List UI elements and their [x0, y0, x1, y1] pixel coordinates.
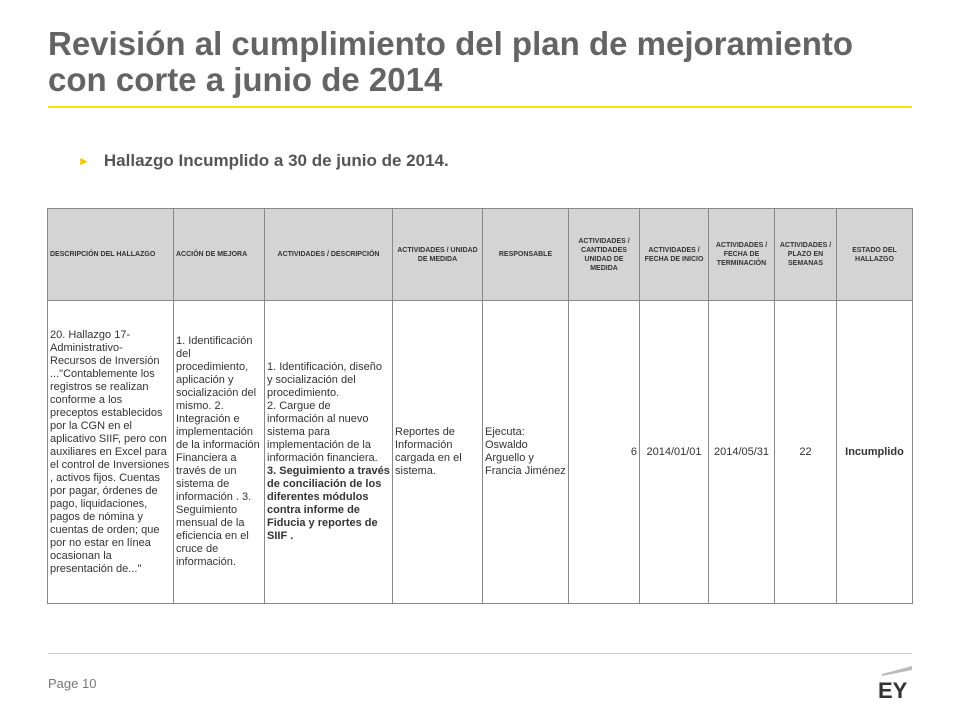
- header-unidad: ACTIVIDADES / UNIDAD DE MEDIDA: [393, 209, 483, 301]
- header-cantidades: ACTIVIDADES / CANTIDADES UNIDAD DE MEDIDA: [569, 209, 640, 301]
- header-actividades: ACTIVIDADES / DESCRIPCIÓN: [265, 209, 393, 301]
- page-number: Page 10: [48, 676, 97, 691]
- cell-descripcion: 20. Hallazgo 17- Administrativo- Recursos de Inversión ..."Contablemente los registros se realizan conforme a los preceptos establecidos por la CGN en el aplicativo SIIF, pero con auxiliares en Excel para el control de Inversiones , activos fijos. Cuentas por pagar, órdenes de pago, liquidaciones, pagos de nómina y cuentas de orden; que por no estar en línea ocasionan la presentación de...": [48, 301, 174, 604]
- actividad-1: 1. Identificación, diseño y socialización del procedimiento.: [267, 361, 382, 399]
- header-responsable: RESPONSABLE: [483, 209, 569, 301]
- header-descripcion: DESCRIPCIÓN DEL HALLAZGO: [48, 209, 174, 301]
- cell-fecha-inicio: 2014/01/01: [640, 301, 709, 604]
- header-fecha-inicio: ACTIVIDADES / FECHA DE INICIO: [640, 209, 709, 301]
- footer-divider: [48, 653, 912, 654]
- triangle-bullet-icon: ►: [78, 154, 90, 168]
- title-underline: [48, 106, 912, 108]
- logo-text: EY: [878, 678, 908, 700]
- ey-logo-icon: [874, 664, 914, 700]
- cell-plazo: 22: [775, 301, 837, 604]
- cell-unidad: Reportes de Información cargada en el sistema.: [393, 301, 483, 604]
- findings-table: [47, 208, 913, 604]
- status-badge: Incumplido: [837, 301, 913, 604]
- header-estado: ESTADO DEL HALLAZGO: [837, 209, 913, 301]
- cell-cantidad: 6: [569, 301, 640, 604]
- header-plazo: ACTIVIDADES / PLAZO EN SEMANAS: [775, 209, 837, 301]
- cell-accion: 1. Identificación del procedimiento, aplicación y socialización del mismo. 2. Integración e implementación de la información Financiera a través de un sistema de información . 3. Seguimiento mensual de la eficiencia en el cruce de información.: [174, 301, 265, 604]
- table-row: [48, 301, 913, 604]
- cell-fecha-terminacion: 2014/05/31: [709, 301, 775, 604]
- bullet-text: Hallazgo Incumplido a 30 de junio de 2014.: [103, 151, 449, 170]
- table-header-row: [48, 209, 913, 301]
- cell-actividades: [265, 301, 393, 604]
- cell-responsable: Ejecuta: Oswaldo Arguello y Francia Jiménez: [483, 301, 569, 604]
- bullet-item: [78, 151, 449, 171]
- slide-title: Revisión al cumplimiento del plan de mejoramiento con corte a junio de 2014: [48, 25, 854, 98]
- header-accion: ACCIÓN DE MEJORA: [174, 209, 265, 301]
- header-fecha-terminacion: ACTIVIDADES / FECHA DE TERMINACIÓN: [709, 209, 775, 301]
- actividad-2: 2. Cargue de información al nuevo sistema para implementación de la información financiera.: [267, 400, 378, 464]
- actividad-3: 3. Seguimiento a través de conciliación de los diferentes módulos contra informe de Fiducia y reportes de SIIF .: [267, 465, 390, 542]
